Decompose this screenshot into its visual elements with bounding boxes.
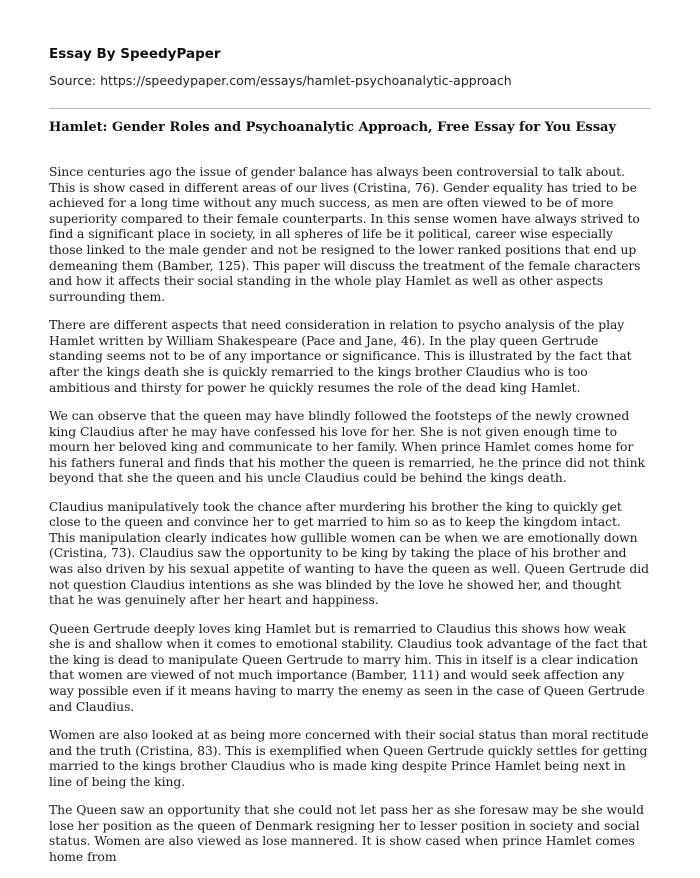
source-line: Source: https://speedypaper.com/essays/hamlet-psychoanalytic-approach [49, 73, 512, 88]
essay-body [49, 165, 649, 878]
paragraph: There are different aspects that need consideration in relation to psycho analysis of the play Hamlet written by William Shakespeare (Pace and Jane, 46). In the play queen Gertrude standing seems not to be of any importance or significance. This is illustrated by the fact that after the kings death she is quickly remarried to the kings brother Claudius who is too ambitious and thirsty for power he quickly resumes the role of the dead king Hamlet. [49, 318, 632, 395]
essay-title: Hamlet: Gender Roles and Psychoanalytic Approach, Free Essay for You Essay [49, 120, 616, 135]
paragraph: Claudius manipulatively took the chance after murdering his brother the king to quickly get close to the queen and convince her to get married to him so as to keep the kingdom intact. This manipulation clearly indicates how gullible women can be when we are emotionally down (Cristina, 73). Claudius saw the opportunity to be king by taking the place of his brother and was also driven by his sexual appetite of wanting to have the queen as well. Queen Gertrude did not question Claudius intentions as she was blinded by the love he showed her, and thought that he was genuinely after her heart and happiness. [49, 499, 649, 608]
paragraph: Since centuries ago the issue of gender balance has always been controversial to talk about. This is show cased in different areas of our lives (Cristina, 76). Gender equality has tried to be achieved for a long time without any much success, as men are often viewed to be of more superiority compared to their female counterparts. In this sense women have always strived to find a significant place in society, in all spheres of life be it political, career wise especially those linked to the male gender and not be resigned to the lower ranked positions that end up demeaning them (Bamber, 125). This paper will discuss the treatment of the female characters and how it affects their social standing in the whole play Hamlet as well as other aspects surrounding them. [49, 165, 641, 304]
paragraph: Women are also looked at as being more concerned with their social status than moral rectitude and the truth (Cristina, 83). This is exemplified when Queen Gertrude quickly settles for getting married to the kings brother Claudius who is made king despite Prince Hamlet being next in line of being the king. [49, 727, 649, 789]
header-divider [49, 108, 651, 109]
paragraph: We can observe that the queen may have blindly followed the footsteps of the newly crowned king Claudius after he may have confessed his love for her. She is not given enough time to mourn her beloved king and communicate to her family. When prince Hamlet comes home for his fathers funeral and finds that his mother the queen is remarried, he the prince did not think beyond that she the queen and his uncle Claudius could be behind the kings death. [49, 408, 645, 486]
paragraph: The Queen saw an opportunity that she could not let pass her as she foresaw may be she would lose her position as the queen of Denmark resigning her to lesser position in society and social status. Women are also viewed as lose mannered. It is show cased when prince Hamlet comes home from [49, 803, 645, 864]
site-brand: Essay By SpeedyPaper [49, 46, 221, 62]
paragraph: Queen Gertrude deeply loves king Hamlet but is remarried to Claudius this shows how weak she is and shallow when it comes to emotional stability. Claudius took advantage of the fact that the king is dead to manipulate Queen Gertrude to marry him. This in itself is a clear indication that women are viewed of not much importance (Bamber, 111) and would seek affection any way possible even if it means having to marry the enemy as seen in the case of Queen Gertrude and Claudius. [49, 621, 648, 714]
